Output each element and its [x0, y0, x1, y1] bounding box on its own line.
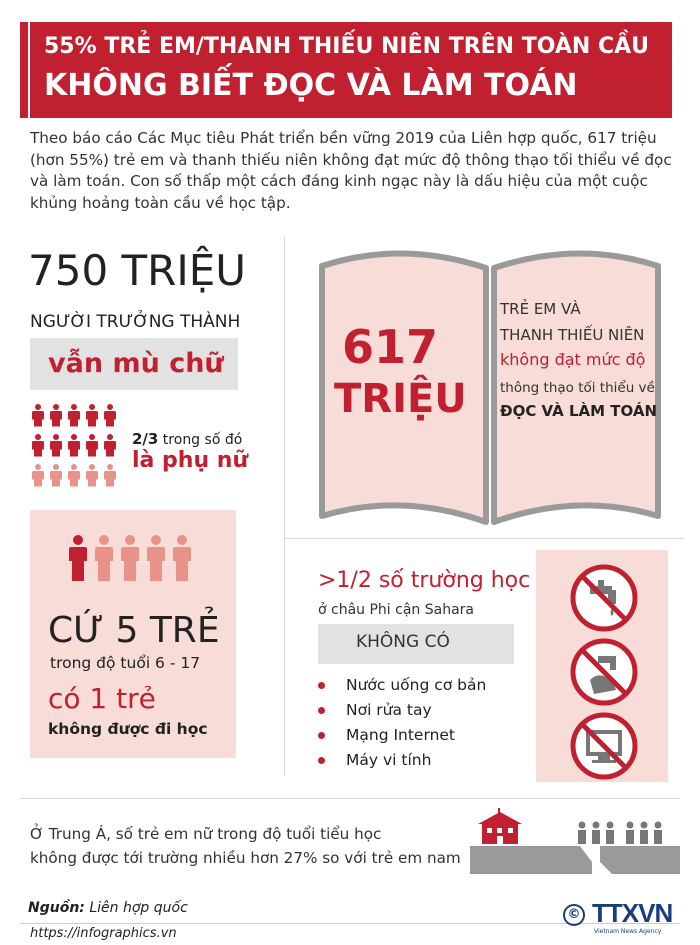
school-gap-icon [470, 808, 680, 874]
section-divider [20, 798, 680, 799]
no-computer-icon [573, 715, 635, 777]
source-text: Nguồn: Liên hợp quốc [28, 900, 188, 916]
schools-headline: >1/2 số trường học [318, 568, 531, 593]
children-headline: CỨ 5 TRẺ [48, 610, 220, 651]
horizontal-divider [284, 538, 684, 539]
children-people-icon [68, 535, 198, 583]
bullet-icon [318, 732, 325, 739]
site-url[interactable]: https://infographics.vn [30, 926, 177, 941]
schools-region: ở châu Phi cận Sahara [318, 602, 474, 618]
header-line2: KHÔNG BIẾT ĐỌC VÀ LÀM TOÁN [44, 68, 578, 103]
book-unit: TRIỆU [334, 376, 467, 422]
bullet-icon [318, 707, 325, 714]
facilities-list [318, 676, 518, 776]
bullet-icon [318, 757, 325, 764]
no-water-icon [573, 567, 635, 629]
bullet-icon [318, 682, 325, 689]
brand-logo: TTXVN [592, 898, 673, 928]
list-item: Máy vi tính [318, 751, 518, 776]
adults-label: NGƯỜI TRƯỞNG THÀNH [30, 312, 241, 332]
intro-paragraph: Theo báo cáo Các Mục tiêu Phát triển bền vững 2019 của Liên hợp quốc, 617 triệu (hơn 55%) trẻ em và thanh thiếu niên không đạt mức độ thông thạo tối thiểu về đọc và làm toán. Con số thấp một cách đáng kinh ngạc này là dấu hiệu của một cuộc khủng hoảng toàn cầu về học tập. [30, 129, 672, 212]
book-line1: TRẺ EM VÀ [500, 300, 581, 318]
list-item: Mạng Internet [318, 726, 518, 751]
book-line4: thông thạo tối thiểu về [500, 380, 655, 396]
header-accent-bar [20, 22, 28, 118]
none-text: KHÔNG CÓ [356, 632, 450, 652]
adults-number: 750 TRIỆU [28, 246, 247, 295]
students-icon [578, 822, 662, 845]
illiterate-text: vẫn mù chữ [48, 348, 224, 379]
women-text: là phụ nữ [132, 448, 249, 473]
vertical-divider [284, 236, 285, 776]
people-grid-icon [32, 404, 122, 494]
children-one: có 1 trẻ [48, 682, 156, 715]
children-age: trong độ tuổi 6 - 17 [50, 654, 201, 672]
two-thirds-text: 2/3 trong số đó [132, 430, 243, 448]
brand-agency: Vietnam News Agency [594, 928, 662, 935]
header-line1: 55% TRẺ EM/THANH THIẾU NIÊN TRÊN TOÀN CẦU [44, 34, 649, 59]
school-icon [478, 808, 522, 844]
book-line5: ĐỌC VÀ LÀM TOÁN [500, 402, 658, 420]
prohibited-icons [568, 562, 640, 782]
book-line3: không đạt mức độ [500, 350, 646, 369]
book-number: 617 [342, 320, 439, 374]
children-not-school: không được đi học [48, 720, 208, 738]
list-item: Nơi rửa tay [318, 701, 518, 726]
copyright-icon: © [563, 904, 585, 926]
book-line2: THANH THIẾU NIÊN [500, 326, 645, 344]
central-asia-text: Ở Trung Á, số trẻ em nữ trong độ tuổi tiểu học không được tới trường nhiều hơn 27% so với trẻ em nam [30, 825, 461, 867]
list-item: Nước uống cơ bản [318, 676, 518, 701]
no-handwash-icon [573, 641, 635, 703]
